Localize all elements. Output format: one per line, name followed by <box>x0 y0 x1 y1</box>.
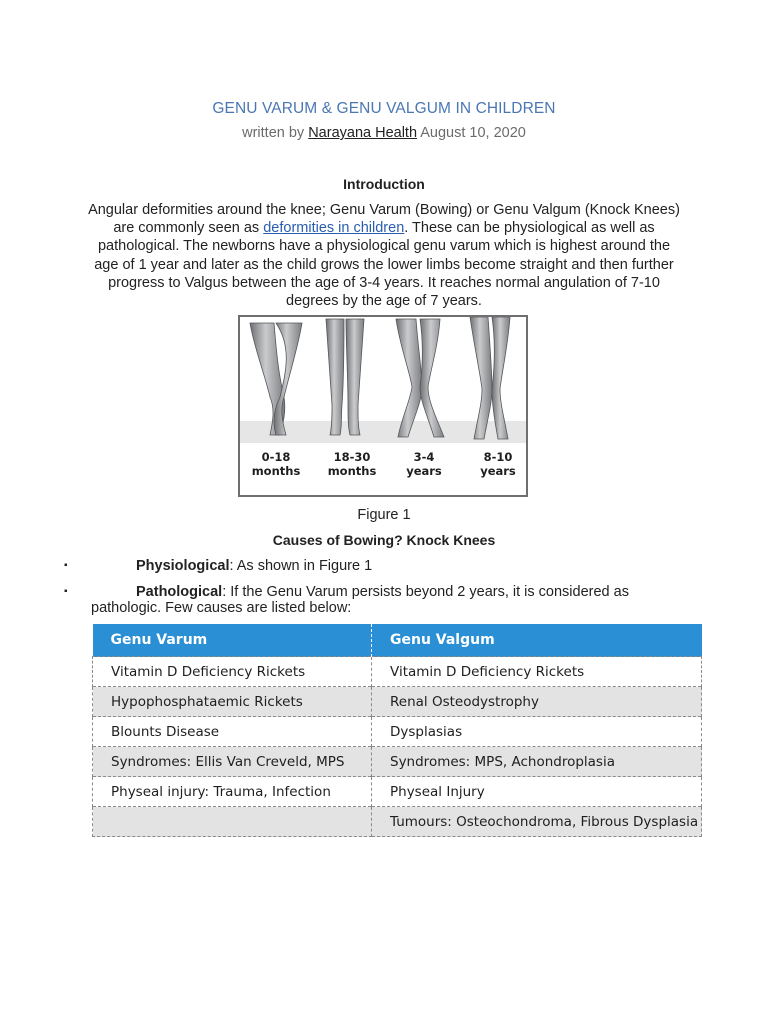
leg-figure-straight <box>326 319 364 435</box>
table-cell: Dysplasias <box>372 717 702 747</box>
table-cell: Renal Osteodystrophy <box>372 687 702 717</box>
figure-1-image <box>238 315 528 497</box>
article-byline <box>0 125 768 141</box>
figure-label-3: 3-4 years <box>406 450 442 478</box>
bullet-mark: ▪ <box>64 560 68 571</box>
intro-text-after-link: . These can be physiological as well as pathological. The newborns have a physiological genu varum which is highest around the age of 1 year and later as the child grows the lower limbs become straight and then further progress to Valgus between the age of 3-4 years. It reaches normal angulation of 7-10 degrees by the age of 7 years. <box>94 220 674 310</box>
figure-label-4: 8-10 years <box>480 450 516 478</box>
bullet-label: Physiological <box>136 558 230 574</box>
table-cell: Syndromes: Ellis Van Creveld, MPS <box>93 747 372 777</box>
bullet-label: Pathological <box>136 584 223 600</box>
byline-prefix: written by <box>242 125 309 141</box>
table-cell <box>93 807 372 837</box>
table-row <box>93 747 702 777</box>
figure-label-1: 0-18 months <box>251 450 301 478</box>
leg-figure-knock-knees <box>396 319 444 437</box>
table-cell: Syndromes: MPS, Achondroplasia <box>372 747 702 777</box>
bullet-continuation: pathologic. Few causes are listed below: <box>91 600 352 616</box>
table-row <box>93 777 702 807</box>
table-cell: Vitamin D Deficiency Rickets <box>93 657 372 687</box>
table-cell: Blounts Disease <box>93 717 372 747</box>
table-cell: Physeal Injury <box>372 777 702 807</box>
bullet-text: : If the Genu Varum persists beyond 2 years, it is considered as <box>222 584 629 600</box>
causes-table <box>92 624 702 837</box>
header-genu-valgum: Genu Valgum <box>372 624 702 657</box>
header-genu-varum: Genu Varum <box>93 624 372 657</box>
table-cell: Tumours: Osteochondroma, Fibrous Dysplasia <box>372 807 702 837</box>
intro-text-before-link: Angular deformities around the knee; Genu Varum (Bowing) or Genu Valgum (Knock Knees) are commonly seen as <box>88 202 680 237</box>
figure-caption: Figure 1 <box>357 507 411 523</box>
table-row <box>93 717 702 747</box>
table-cell: Physeal injury: Trauma, Infection <box>93 777 372 807</box>
deformities-link[interactable]: deformities in children <box>263 220 405 237</box>
table-cell: Vitamin D Deficiency Rickets <box>372 657 702 687</box>
article-title: GENU VARUM & GENU VALGUM IN CHILDREN <box>212 100 556 117</box>
leg-figure-bowed <box>250 323 302 435</box>
figure-label-2: 18-30 months <box>327 450 377 478</box>
table-row <box>93 807 702 837</box>
table-row <box>93 687 702 717</box>
bullet-mark: ▪ <box>64 586 68 597</box>
causes-heading: Causes of Bowing? Knock Knees <box>272 532 496 548</box>
introduction-paragraph <box>88 201 680 310</box>
leg-figure-normal <box>470 317 510 439</box>
introduction-heading: Introduction <box>343 176 425 192</box>
article-date: August 10, 2020 <box>417 125 526 141</box>
author-link[interactable]: Narayana Health <box>308 125 418 141</box>
table-cell: Hypophosphataemic Rickets <box>93 687 372 717</box>
table-header-row <box>93 624 702 657</box>
bullet-text: : As shown in Figure 1 <box>229 558 373 574</box>
table-row <box>93 657 702 687</box>
